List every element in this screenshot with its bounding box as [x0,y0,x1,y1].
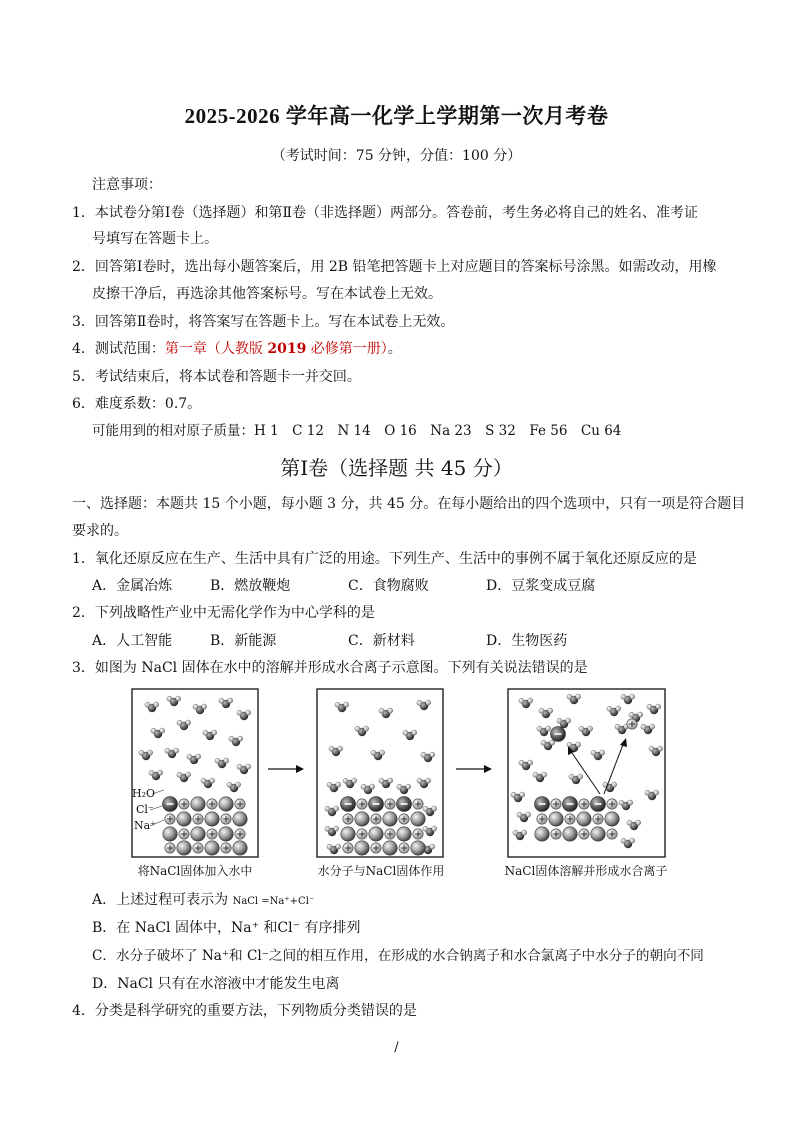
question-2-option-d: D．生物医药 [486,633,568,649]
note-num: 3． [72,314,95,330]
question-1-option-b: B．燃放鞭炮 [210,578,291,594]
note-suffix: 。 [387,341,402,357]
question-1-stem: 1．氧化还原反应在生产、生活中具有广泛的用途。下列生产、生活中的事例不属于氧化还原反应的是 [72,551,697,567]
question-1-option-d: D．豆浆变成豆腐 [486,578,596,594]
option-a-text: A．上述过程可表示为 [92,892,233,908]
question-2-option-a: A．人工智能 [92,633,173,649]
note-item-1 [72,203,698,223]
exam-subtitle: （考试时间：75 分钟，分值：100 分） [271,148,522,164]
note-scope-year: 2019 [267,341,307,357]
option-a-equation: NaCl =Na⁺+Cl⁻ [232,896,315,907]
note-scope-red-2: 必修第一册） [306,341,388,357]
note-text: 回答第Ⅱ卷时，将答案写在答题卡上。写在本试卷上无效。 [94,314,455,330]
note-item-5 [72,367,361,387]
question-3-option-a [92,890,314,912]
note-num: 5． [72,369,95,385]
section-1-intro: 一、选择题：本题共 15 个小题，每小题 3 分，共 45 分。在每小题给出的四个选项中，只有一项是符合题目 [72,496,746,512]
note-num: 6． [72,396,95,412]
note-item-6 [72,394,201,414]
note-item-4 [72,339,402,359]
note-text: 考试结束后，将本试卷和答题卡一并交回。 [94,369,361,385]
notes-heading: 注意事项： [92,177,162,193]
question-2-stem: 2．下列战略性产业中无需化学作为中心学科的是 [72,605,375,621]
note-num: 1． [72,205,95,221]
question-1-option-c: C．食物腐败 [348,578,429,594]
atomic-mass-line: 可能用到的相对原子质量：H 1 C 12 N 14 O 16 Na 23 S 32 Fe 56 Cu 64 [92,423,622,439]
label-h2o: H₂O [132,787,156,800]
exam-title: 2025-2026 学年高一化学上学期第一次月考卷 [184,104,609,128]
question-3-option-c: C．水分子破坏了 Na⁺和 Cl⁻之间的相互作用，在形成的水合钠离子和水合氯离子中水分子的朝向不同 [92,948,704,964]
question-3-stem: 3．如图为 NaCl 固体在水中的溶解并形成水合离子示意图。下列有关说法错误的是 [72,660,588,676]
note-scope-red: 第一章（人教版 [164,341,268,357]
note-num: 2． [72,259,95,275]
note-text: 本试卷分第Ⅰ卷（选择题）和第Ⅱ卷（非选择题）两部分。答卷前，考生务必将自己的姓名、准考证 [94,205,698,221]
question-3-option-d: D．NaCl 只有在水溶液中才能发生电离 [92,976,340,992]
section-1-intro-cont: 要求的。 [72,523,128,539]
question-2-option-b: B．新能源 [210,633,277,649]
question-1-option-a: A．金属冶炼 [92,578,173,594]
caption-panel-1: 将NaCl固体加入水中 [137,864,253,878]
label-cl: Cl⁻ [136,803,154,816]
note-text: 回答第Ⅰ卷时，选出每小题答案后，用 2B 铅笔把答题卡上对应题目的答案标号涂黑。如需改动，用橡 [94,259,717,275]
nacl-dissolution-figure [128,686,673,881]
note-item-2 [72,257,717,277]
note-item-2-cont: 皮擦干净后，再选涂其他答案标号。写在本试卷上无效。 [92,286,442,302]
note-num: 4． [72,341,95,357]
label-na: Na⁺ [134,819,156,832]
note-item-1-cont: 号填写在答题卡上。 [92,231,218,247]
note-text: 难度系数：0.7。 [94,396,202,412]
question-3-option-b: B．在 NaCl 固体中，Na⁺ 和Cl⁻ 有序排列 [92,920,361,936]
question-2-option-c: C．新材料 [348,633,415,649]
note-item-3 [72,312,454,332]
caption-panel-3: NaCl固体溶解并形成水合离子 [504,864,668,878]
question-4-stem: 4．分类是科学研究的重要方法，下列物质分类错误的是 [72,1003,417,1019]
section-1-title: 第Ⅰ卷（选择题 共 45 分） [280,456,513,480]
page-number: / [394,1040,399,1055]
caption-panel-2: 水分子与NaCl固体作用 [317,864,445,878]
note-prefix: 测试范围： [94,341,165,357]
